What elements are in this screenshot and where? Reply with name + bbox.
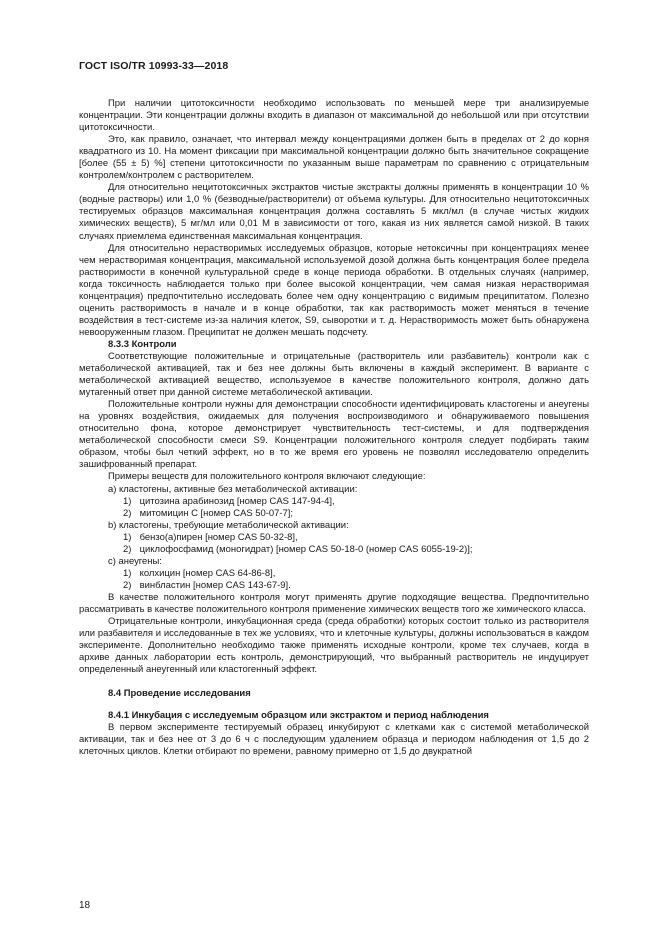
paragraph: Это, как правило, означает, что интервал между концентрациями должен быть в пределах от 2 до корня квадратного из 10. На момент фиксации при максимальной концентрации должно быть значительное сокращение [более (55 ± 5) %] степени цитотоксичности по указанным выше параметрам по сравнению с отрицательным контролем/контролем с растворителем. xyxy=(79,134,589,182)
list-item-number: 2) xyxy=(123,579,132,591)
list-group-label: a) кластогены, активные без метаболической активации: xyxy=(108,483,358,495)
paragraph: В качестве положительного контроля могут применять другие подходящие вещества. Предпочтительно рассматривать в качестве положительного контроля применение химических веществ того же химического класса. xyxy=(79,591,589,615)
list-item-text: винбластин [номер CAS 143-67-9]. xyxy=(139,579,291,591)
list-item xyxy=(79,532,589,544)
paragraph: Примеры веществ для положительного контроля включают следующие: xyxy=(108,471,426,483)
list-item xyxy=(79,496,589,508)
paragraph: Соответствующие положительные и отрицательные (растворитель или разбавитель) контроли как с метаболической активацией, так и без нее должны быть включены в каждый эксперимент. В варианте с метаболической активацией вещество, используемое в качестве положительного контроля, должно дать мутагенный ответ при данной системе метаболической активации. xyxy=(79,350,589,399)
list-item-number: 1) xyxy=(123,495,132,507)
paragraph: При наличии цитотоксичности необходимо использовать по меньшей мере три анализируемые концентрации. Эти концентрации должны входить в диапазон от максимальной до небольшой или при отсутствии цитотоксичности. xyxy=(79,98,589,134)
list-item-number: 2) xyxy=(123,507,132,519)
paragraph: Для относительно нерастворимых исследуемых образцов, которые нетоксичны при концентрациях менее чем нерастворимая концентрация, максимальной используемой дозой должна быть концентрация более предела растворимости в конечной культуральной среде в конце периода обработки. В отдельных случаях (например, когда токсичность наблюдается только при более высокой концентрации, чем самая низкая нерастворимая концентрация) предпочтительно исследовать более чем одну концентрацию с видимым преципитатом. Полезно оценить растворимость в начале и в конце обработки, так как растворимость может меняться в течение воздействия в тест-системе из-за наличия клеток, S9, сыворотки и т. д. Нерастворимость может быть обнаружена невооруженным глазом. Преципитат не должен мешать подсчету. xyxy=(79,242,589,338)
document-body xyxy=(79,98,589,758)
section-heading-8-3-3: 8.3.3 Контроли xyxy=(108,338,177,350)
document-header: ГОСТ ISO/TR 10993-33—2018 xyxy=(79,60,229,72)
list-item-number: 2) xyxy=(123,543,132,555)
list-item-text: циклофосфамид (моногидрат) [номер CAS 50-18-0 (номер CAS 6055-19-2)]; xyxy=(139,543,473,555)
list-item-text: бензо(а)пирен [номер CAS 50-32-8], xyxy=(139,531,298,543)
list-item xyxy=(79,544,589,556)
examples-list xyxy=(79,484,589,592)
list-item-number: 1) xyxy=(123,567,132,579)
list-item-text: колхицин [номер CAS 64-86-8], xyxy=(139,567,276,579)
page-number: 18 xyxy=(79,900,91,911)
paragraph: Для относительно нецитотоксичных экстрактов чистые экстракты должны применять в концентрации 10 % (водные растворы) или 1,0 % (безводные/растворители) от объема культуры. Для относительно нецитотоксичных тестируемых образцов максимальная концентрация должна составлять 5 мкл/мл (в случае чистых жидких химических веществ), 5 мг/мл или 0,01 М в зависимости от того, какая из них является самой низкой. В таких случаях приемлема единственная максимальная концентрация. xyxy=(79,182,589,242)
list-item-number: 1) xyxy=(123,531,132,543)
list-item xyxy=(79,568,589,580)
section-heading-8-4: 8.4 Проведение исследования xyxy=(108,688,251,700)
list-group-label: c) анеугены: xyxy=(108,555,162,567)
list-item-text: цитозина арабинозид [номер CAS 147-94-4], xyxy=(139,495,335,507)
paragraph: Положительные контроли нужны для демонстрации способности идентифицировать кластогены и анеугены на уровнях воздействия, ожидаемых для получения воспроизводимого и обнаруживаемого повышения относительно фона, которое демонстрирует чувствительность тест-системы, и для подтверждения метаболической способности смеси S9. Концентрации положительного контроля следует подбирать таким образом, чтобы был четкий эффект, но в то же время его уровень не позволял исследователю определить зашифрованный препарат. xyxy=(79,399,589,471)
list-item xyxy=(79,508,589,520)
section-heading-8-4-1: 8.4.1 Инкубация с исследуемым образцом или экстрактом и период наблюдения xyxy=(108,710,489,722)
paragraph: Отрицательные контроли, инкубационная среда (среда обработки) которых состоит только из растворителя или разбавителя и исследованные в тех же условиях, что и клеточные культуры, должны использоваться в каждом эксперименте. Дополнительно необходимо также применять исходные контроли, кроме тех случаев, когда в архиве данных лаборатории есть контроль, демонстрирующий, что выбранный растворитель не индуцирует определенный анеугенный или кластогенный эффект. xyxy=(79,616,589,676)
paragraph: В первом эксперименте тестируемый образец инкубируют с клетками как с системой метаболической активации, так и без нее от 3 до 6 ч с последующим удалением образца и периодом наблюдения от 1,5 до 2 клеточных циклов. Клетки отбирают по времени, равному примерно от 1,5 до двукратной xyxy=(79,722,589,758)
list-group-label: b) кластогены, требующие метаболической активации: xyxy=(108,519,349,531)
list-item-text: митомицин C [номер CAS 50-07-7]; xyxy=(139,507,294,519)
list-item xyxy=(79,580,589,592)
